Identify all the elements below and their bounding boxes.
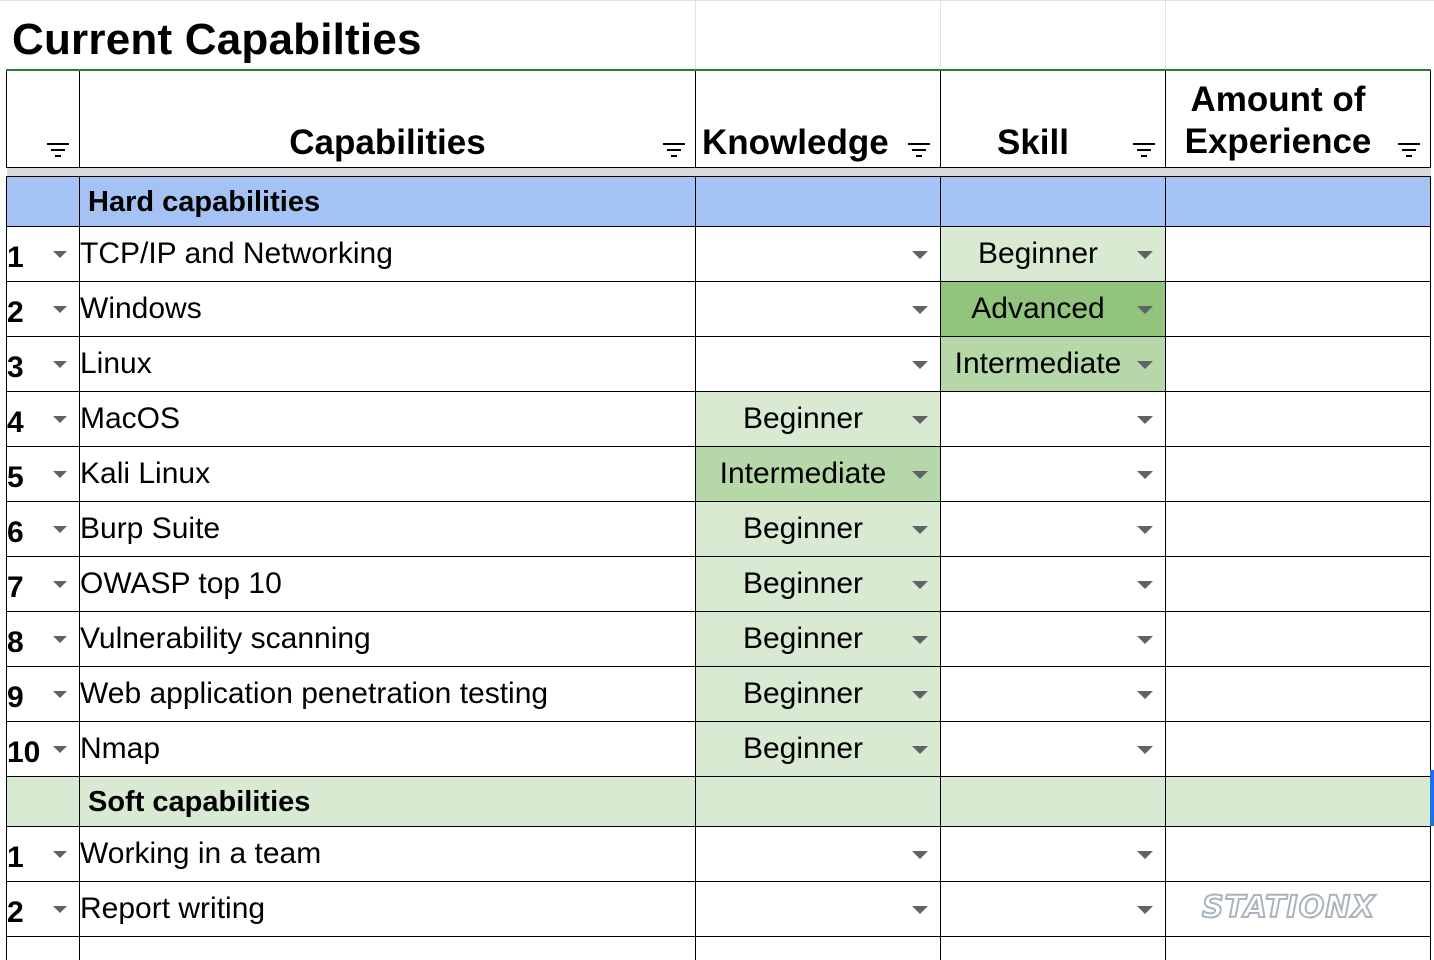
header-number-cell[interactable]: [7, 70, 80, 167]
knowledge-dropdown-cell[interactable]: [696, 226, 941, 281]
skill-dropdown-cell[interactable]: [941, 556, 1166, 611]
section-label-soft[interactable]: Soft capabilities: [80, 776, 696, 826]
table-row: [7, 281, 1431, 336]
dropdown-caret-icon[interactable]: [912, 526, 928, 534]
dropdown-caret-icon[interactable]: [1137, 581, 1153, 589]
skill-value: Beginner: [977, 236, 1099, 270]
filter-icon[interactable]: [1133, 143, 1155, 157]
knowledge-dropdown-cell[interactable]: [696, 611, 941, 666]
row-number: 4: [7, 405, 24, 439]
row-number-cell[interactable]: [7, 226, 80, 281]
header-experience-line2: Experience: [1184, 121, 1372, 161]
header-knowledge[interactable]: [696, 70, 941, 167]
skill-value: Intermediate: [954, 346, 1122, 380]
stationx-logo-text: STATIONX: [1202, 890, 1376, 925]
title-row: [0, 0, 1434, 70]
stationx-logo: [1198, 884, 1418, 930]
skill-dropdown-cell[interactable]: [941, 881, 1166, 936]
table-row: [7, 611, 1431, 666]
dropdown-caret-icon[interactable]: [53, 251, 67, 258]
dropdown-caret-icon[interactable]: [1137, 471, 1153, 479]
capability-cell[interactable]: Report writing: [80, 881, 696, 936]
dropdown-caret-icon[interactable]: [1137, 416, 1153, 424]
experience-cell[interactable]: [1166, 281, 1431, 336]
knowledge-value: Intermediate: [719, 456, 887, 490]
gridline: [695, 1, 696, 71]
knowledge-dropdown-cell[interactable]: [696, 881, 941, 936]
skill-dropdown-cell[interactable]: [941, 611, 1166, 666]
dropdown-caret-icon[interactable]: [912, 636, 928, 644]
knowledge-dropdown-cell[interactable]: [696, 666, 941, 721]
row-number-cell[interactable]: [7, 611, 80, 666]
dropdown-caret-icon[interactable]: [1137, 906, 1153, 914]
dropdown-caret-icon[interactable]: [912, 581, 928, 589]
header-capabilities-label: Capabilities: [289, 122, 486, 162]
experience-cell[interactable]: [1166, 556, 1431, 611]
row-number-cell[interactable]: [7, 391, 80, 446]
dropdown-caret-icon[interactable]: [53, 361, 67, 368]
skill-dropdown-cell[interactable]: [941, 501, 1166, 556]
table-row: [7, 556, 1431, 611]
table-row: [7, 936, 1431, 960]
section-label-hard[interactable]: Hard capabilities: [80, 176, 696, 226]
row-number-cell[interactable]: [7, 881, 80, 936]
header-experience[interactable]: [1166, 70, 1431, 167]
row-number: 2: [7, 895, 24, 929]
row-number: 9: [7, 680, 24, 714]
row-number: 6: [7, 515, 24, 549]
dropdown-caret-icon[interactable]: [912, 416, 928, 424]
knowledge-value: Beginner: [742, 401, 864, 435]
dropdown-caret-icon[interactable]: [912, 746, 928, 754]
dropdown-caret-icon[interactable]: [53, 526, 67, 533]
dropdown-caret-icon[interactable]: [912, 691, 928, 699]
row-number: 5: [7, 460, 24, 494]
header-row: [7, 70, 1431, 167]
table-row: [7, 826, 1431, 881]
filter-icon[interactable]: [663, 143, 685, 157]
capability-cell[interactable]: MacOS: [80, 391, 696, 446]
row-number-cell[interactable]: [7, 446, 80, 501]
knowledge-dropdown-cell[interactable]: [696, 556, 941, 611]
dropdown-caret-icon[interactable]: [1137, 306, 1153, 314]
capability-cell[interactable]: TCP/IP and Networking: [80, 226, 696, 281]
dropdown-caret-icon[interactable]: [53, 906, 67, 913]
row-number-cell[interactable]: [7, 336, 80, 391]
dropdown-caret-icon[interactable]: [53, 636, 67, 643]
capabilities-table: [6, 69, 1431, 960]
capability-cell[interactable]: Nmap: [80, 721, 696, 776]
skill-dropdown-cell[interactable]: [941, 226, 1166, 281]
table-row: [7, 446, 1431, 501]
capability-cell[interactable]: Web application penetration testing: [80, 666, 696, 721]
section-row-soft: [7, 776, 1431, 826]
row-number-cell[interactable]: [7, 556, 80, 611]
row-number-cell[interactable]: [7, 826, 80, 881]
row-number-cell[interactable]: [7, 501, 80, 556]
dropdown-caret-icon[interactable]: [912, 306, 928, 314]
capability-cell[interactable]: Working in a team: [80, 826, 696, 881]
experience-cell[interactable]: [1166, 446, 1431, 501]
dropdown-caret-icon[interactable]: [1137, 691, 1153, 699]
table-row: [7, 666, 1431, 721]
table-row: [7, 336, 1431, 391]
capability-cell[interactable]: Windows: [80, 281, 696, 336]
dropdown-caret-icon[interactable]: [53, 416, 67, 423]
knowledge-value: Beginner: [742, 676, 864, 710]
experience-cell[interactable]: [1166, 666, 1431, 721]
sheet-title[interactable]: Current Capabilties: [12, 15, 422, 64]
row-number-cell[interactable]: [7, 281, 80, 336]
header-experience-line1: Amount of: [1190, 79, 1366, 119]
knowledge-dropdown-cell[interactable]: [696, 721, 941, 776]
dropdown-caret-icon[interactable]: [53, 746, 67, 753]
capability-cell[interactable]: Burp Suite: [80, 501, 696, 556]
dropdown-caret-icon[interactable]: [53, 306, 67, 313]
dropdown-caret-icon[interactable]: [1137, 746, 1153, 754]
filter-icon[interactable]: [47, 143, 69, 157]
dropdown-caret-icon[interactable]: [53, 691, 67, 698]
dropdown-caret-icon[interactable]: [912, 361, 928, 369]
row-number: 1: [7, 840, 24, 874]
skill-dropdown-cell[interactable]: [941, 721, 1166, 776]
knowledge-value: Beginner: [742, 511, 864, 545]
frozen-row-divider: [7, 167, 1431, 176]
capability-cell[interactable]: Vulnerability scanning: [80, 611, 696, 666]
filter-icon[interactable]: [908, 143, 930, 157]
knowledge-dropdown-cell[interactable]: [696, 391, 941, 446]
experience-cell[interactable]: [1166, 826, 1431, 881]
row-number: 3: [7, 350, 24, 384]
table-row: [7, 501, 1431, 556]
row-number: 1: [7, 240, 24, 274]
dropdown-caret-icon[interactable]: [1137, 636, 1153, 644]
header-knowledge-label: Knowledge: [702, 122, 889, 162]
skill-dropdown-cell[interactable]: [941, 666, 1166, 721]
skill-dropdown-cell[interactable]: [941, 336, 1166, 391]
table-row: [7, 721, 1431, 776]
dropdown-caret-icon[interactable]: [1137, 851, 1153, 859]
dropdown-caret-icon[interactable]: [53, 471, 67, 478]
dropdown-caret-icon[interactable]: [912, 471, 928, 479]
skill-value: Advanced: [971, 291, 1105, 325]
capability-cell[interactable]: Kali Linux: [80, 446, 696, 501]
section-row-hard: [7, 176, 1431, 226]
dropdown-caret-icon[interactable]: [1137, 361, 1153, 369]
table-row: [7, 226, 1431, 281]
selection-indicator: [1430, 770, 1434, 826]
row-number: 10: [7, 735, 41, 769]
row-number-cell[interactable]: [7, 666, 80, 721]
knowledge-value: Beginner: [742, 566, 864, 600]
dropdown-caret-icon[interactable]: [1137, 526, 1153, 534]
dropdown-caret-icon[interactable]: [912, 906, 928, 914]
capability-cell[interactable]: OWASP top 10: [80, 556, 696, 611]
experience-cell[interactable]: [1166, 611, 1431, 666]
skill-dropdown-cell[interactable]: [941, 391, 1166, 446]
header-skill-label: Skill: [997, 122, 1069, 162]
experience-cell[interactable]: [1166, 501, 1431, 556]
header-skill[interactable]: [941, 70, 1166, 167]
capability-cell[interactable]: Linux: [80, 336, 696, 391]
table-row: [7, 391, 1431, 446]
knowledge-value: Beginner: [742, 621, 864, 655]
gridline: [1165, 1, 1166, 71]
knowledge-dropdown-cell[interactable]: [696, 336, 941, 391]
row-number: 8: [7, 625, 24, 659]
dropdown-caret-icon[interactable]: [1137, 251, 1153, 259]
filter-icon[interactable]: [1398, 143, 1420, 157]
gridline: [940, 1, 941, 71]
knowledge-dropdown-cell[interactable]: [696, 501, 941, 556]
knowledge-value: Beginner: [742, 731, 864, 765]
row-number-cell[interactable]: [7, 721, 80, 776]
row-number: 7: [7, 570, 24, 604]
experience-cell[interactable]: [1166, 391, 1431, 446]
header-capabilities[interactable]: [80, 70, 696, 167]
dropdown-caret-icon[interactable]: [912, 251, 928, 259]
row-number: 2: [7, 295, 24, 329]
dropdown-caret-icon[interactable]: [53, 581, 67, 588]
skill-dropdown-cell[interactable]: [941, 826, 1166, 881]
dropdown-caret-icon[interactable]: [53, 851, 67, 858]
skill-dropdown-cell[interactable]: [941, 446, 1166, 501]
experience-cell[interactable]: [1166, 336, 1431, 391]
dropdown-caret-icon[interactable]: [912, 851, 928, 859]
experience-cell[interactable]: [1166, 226, 1431, 281]
skill-dropdown-cell[interactable]: [941, 281, 1166, 336]
knowledge-dropdown-cell[interactable]: [696, 826, 941, 881]
knowledge-dropdown-cell[interactable]: [696, 446, 941, 501]
knowledge-dropdown-cell[interactable]: [696, 281, 941, 336]
experience-cell[interactable]: [1166, 721, 1431, 776]
